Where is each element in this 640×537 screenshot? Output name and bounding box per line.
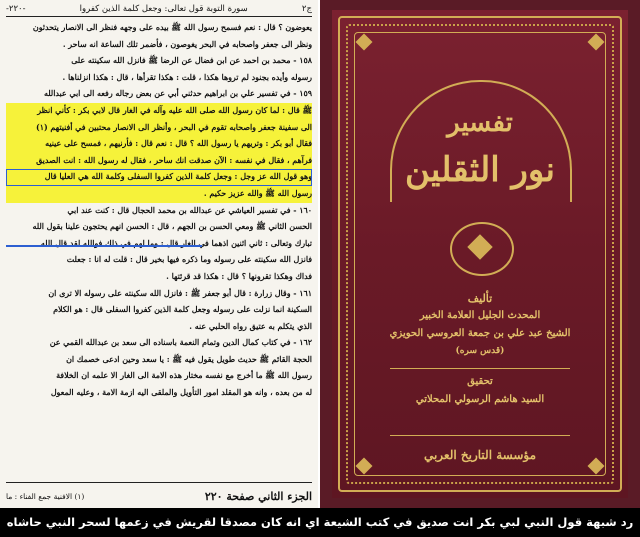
- text-line: تبارك وتعالى : ثاني اثنين اذهما في الغار قال : وما لهم في ذلك فوالله لقد قال الله: [40, 238, 312, 248]
- cover-cloth: [332, 10, 628, 498]
- page-header: [6, 2, 312, 16]
- highlighted-line: ﷺ قال : لما كان رسول الله صلى الله عليه وآله في الغار قال لابي بكر : كأني انظر: [6, 103, 312, 120]
- highlighted-boxed-line: وهو قول الله عز وجل : وجعل كلمة الذين كفروا السفلى وكلمة الله هي العليا قال: [6, 169, 312, 186]
- editor-label: تحقيق: [467, 376, 493, 387]
- scanned-page: [0, 0, 318, 508]
- cover-title-main: نور الثقلين: [405, 150, 555, 190]
- text-line: ١٥٩ - في تفسير علي بن ابراهيم حدثني أبي عن بعض رجاله رفعه الى ابي عبدالله: [43, 89, 312, 99]
- text-line: رسول الله ﷺ ما أخرج مع نفسه مختار هذه الامة الى الغار الا علمه ان الخلافة: [56, 371, 312, 381]
- text-line: ١٦٠ - في تفسير العياشي عن عبدالله بن محمد الحجال قال : كنت عند ابي: [67, 205, 312, 215]
- medallion-icon: [450, 222, 514, 276]
- highlighted-line: فقال أبو بكر : وتريهم يا رسول الله ؟ قال : نعم قال : فأرنيهم ، فمسح على عينيه: [6, 136, 312, 153]
- header-verse: ج٢: [301, 4, 312, 14]
- highlighted-line: الى سفينة جعفر واصحابه تقوم في البحر ، وأنظر الى الانصار محتبين في أفنيتهم (١): [6, 120, 312, 137]
- text-line: ١٦١ - وقال زرارة : قال أبو جعفر ﷺ : فانزل الله سكينته على رسوله الا ترى ان: [48, 288, 312, 298]
- cover-separator: [390, 435, 570, 436]
- text-line: السكينة انما نزلت على رسوله وجعل كلمة الذين كفروا السفلى قال : هو الكلام: [53, 305, 312, 315]
- editor-name: السيد هاشم الرسولي المحلاتي: [415, 394, 545, 405]
- header-page-number: -٢٢٠-: [6, 4, 26, 14]
- blue-underline-mark: [6, 245, 202, 247]
- text-line: يعوضون ؟ قال : نعم فسمح رسول الله ﷺ بيده على وجهه فنظر الى الانصار يتحدثون: [32, 23, 312, 32]
- author-line-1: المحدث الجليل العلامة الخبير: [419, 310, 541, 321]
- cover-separator: [390, 368, 570, 369]
- text-line: الحسن الثاني ﷺ ومعي الحسن بن الجهم ، قال : الحسن انهم يحتجون علينا بقول الله: [32, 222, 312, 232]
- highlighted-line: رسول الله ﷺ والله عزيز حكيم .: [6, 186, 312, 203]
- header-rule: [6, 16, 312, 17]
- by-label: تأليف: [467, 292, 493, 305]
- footnote-rule: [6, 482, 312, 483]
- text-line: ١٥٨ - محمد بن احمد عن ابن فضال عن الرضا ﷺ فانزل الله سكينته على: [71, 56, 312, 66]
- author-line-3: (قدس سره): [455, 346, 505, 356]
- text-line: الحجة القائم ﷺ حديث طويل يقول فيه ﷺ : يا سعد وحين ادعى خصمك ان: [66, 354, 312, 364]
- footnote-text: (١) الافنية جمع الفناء : ما: [6, 491, 85, 501]
- text-line: رسوله وأيده بجنود لم تروها هكذا ، قلت : هكذا تقرأها ، قال : هكذا انزلناها .: [62, 72, 312, 82]
- footer-page-label: الجزء الثاني صفحة ٢٢٠: [204, 489, 312, 503]
- header-title: سورة التوبة قول تعالى: وجعل كلمة الذين كفروا: [79, 4, 248, 14]
- page-text: [6, 20, 312, 402]
- cover-title-top: تفسير: [447, 108, 513, 138]
- text-line: ونظر الى جعفر واصحابه في البحر يغوصون ، فأضمر تلك الساعة انه ساحر .: [62, 39, 312, 49]
- text-line: ١٦٢ - في كتاب كمال الدين وتمام النعمة باسناده الى سعد بن عبدالله القمي عن: [49, 338, 312, 348]
- author-line-2: الشيخ عبد علي بن جمعة العروسي الحويزي: [389, 328, 571, 339]
- text-line: فانزل الله سكينته على رسوله وما ذكره فيها بخير قال : قلت له انا : جعلت: [66, 255, 312, 265]
- text-line: الذي يتكلم به عتيق رواه الحلبي عنه .: [189, 321, 312, 331]
- publisher-name: مؤسسة التاريخ العربي: [423, 448, 537, 462]
- text-line: فداك وهكذا تقرونها ؟ قال : هكذا قد قرئتها .: [166, 271, 312, 281]
- page-footer: [6, 485, 312, 507]
- book-cover: [320, 0, 640, 508]
- caption-bar: رد شبهة قول النبي لبي بكر انت صديق في كتب الشيعة اي انه كان مصدقا لقريش في زعمها لسحر النبي حاشاه: [0, 508, 640, 537]
- highlighted-line: فرآهم ، فقال في نفسه : الآن صدقت انك ساحر ، فقال له رسول الله : انت الصديق: [6, 153, 312, 170]
- text-line: له من بعده ، وانه هو المقلد امور التأويل والملقى اليه ازمة الامة ، وعليه المعول: [50, 388, 312, 398]
